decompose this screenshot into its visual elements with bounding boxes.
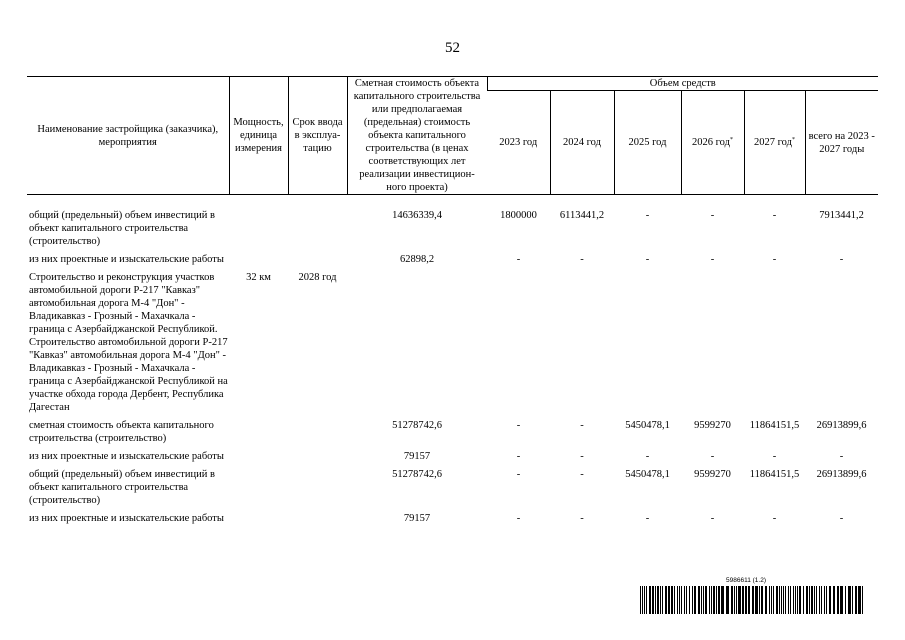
table-header — [27, 77, 878, 195]
cell-y2025: - — [645, 254, 650, 265]
cell-y2027: - — [772, 254, 777, 265]
cell-y2024: - — [580, 469, 584, 480]
cell-y2023 — [487, 266, 550, 414]
cell-name: из них проектные и изыскательские работы — [29, 254, 224, 265]
cell-cost: 79157 — [403, 513, 431, 524]
footnote-mark: * — [729, 137, 733, 144]
cell-total: - — [839, 513, 844, 524]
cell-y2026: 9599270 — [694, 420, 731, 431]
cell-y2026 — [681, 266, 744, 414]
page-number: 52 — [445, 40, 460, 56]
header-2025: 2025 год — [614, 91, 681, 195]
header-funds: Объем средств — [487, 77, 878, 91]
table-row — [27, 414, 878, 445]
header-total: всего на 2023 - 2027 годы — [805, 91, 878, 195]
cell-y2025: - — [645, 513, 650, 524]
cell-y2026: - — [710, 451, 715, 462]
cell-y2027: 11864151,5 — [749, 420, 800, 431]
cell-commission — [288, 445, 347, 463]
cell-y2025: 5450478,1 — [625, 420, 670, 431]
cell-capacity: 32 км — [246, 272, 271, 283]
cell-commission — [288, 414, 347, 445]
cell-commission — [288, 463, 347, 507]
cell-y2024: - — [580, 513, 584, 524]
cell-cost: 14636339,4 — [392, 210, 442, 221]
cell-y2026: 9599270 — [694, 469, 731, 480]
header-2026-label: 2026 год — [692, 137, 730, 149]
cell-y2027 — [744, 266, 805, 414]
cell-capacity — [229, 445, 288, 463]
table-row — [27, 195, 878, 249]
cell-name: из них проектные и изыскательские работы — [29, 451, 224, 462]
table-row — [27, 507, 878, 525]
cell-y2025: 5450478,1 — [625, 469, 670, 480]
cell-y2025 — [614, 266, 681, 414]
table-body — [27, 195, 878, 526]
cell-name: общий (предельный) объем инвестиций в объект капитального строительства (строительство) — [29, 469, 215, 506]
cell-commission — [288, 195, 347, 249]
cell-name: Строительство и реконструкция участков автомобильной дороги Р-217 "Кавказ" автомобильная дорога М-4 "Дон" - Владикавказ - Грозный - Махачкала - граница с Азербайджанской Республикой. Строительство автомобильной дороги Р-217 "Кавказ" автомобильная дорога М-4 "Дон" - Владикавказ - Грозный - Махачкала - граница с Азербайджанской Республикой на участке обхода города Дербент, Республика Дагестан — [29, 272, 228, 413]
header-2023: 2023 год — [487, 91, 550, 195]
header-estimated-cost: Сметная стоимость объекта капитального строительства или предполагаемая (предельная) стоимость объекта капитального строительства (в ценах соответствующих лет реализации инвестицион-ного проекта) — [347, 77, 487, 195]
cell-cost: 79157 — [403, 451, 431, 462]
header-2024: 2024 год — [550, 91, 614, 195]
cell-y2023: 1800000 — [500, 210, 537, 221]
cell-name: общий (предельный) объем инвестиций в объект капитального строительства (строительство) — [29, 210, 215, 247]
cell-commission: 2028 год — [298, 272, 337, 283]
cell-name: сметная стоимость объекта капитального строительства (строительство) — [29, 420, 214, 444]
header-capacity: Мощность, единица измерения — [229, 77, 288, 195]
cell-y2026: - — [710, 513, 715, 524]
barcode-icon — [640, 586, 865, 614]
cell-cost: 62898,2 — [399, 254, 435, 265]
footnote-mark: * — [791, 137, 795, 144]
cell-y2024: - — [580, 254, 584, 265]
cell-commission — [288, 507, 347, 525]
cell-y2023: - — [516, 469, 521, 480]
cell-y2027: 11864151,5 — [749, 469, 800, 480]
cell-cost: 51278742,6 — [392, 469, 442, 480]
cell-y2024: - — [580, 420, 584, 431]
cell-y2023: - — [516, 513, 521, 524]
cell-capacity — [229, 248, 288, 266]
cell-total: 7913441,2 — [819, 210, 864, 221]
header-commission: Срок ввода в эксплуа-тацию — [288, 77, 347, 195]
cell-capacity — [229, 507, 288, 525]
cell-y2025: - — [645, 210, 650, 221]
header-2026 — [681, 91, 744, 195]
barcode-label: 5986611 (1.2) — [726, 577, 766, 584]
cell-cost — [347, 266, 487, 414]
cell-total — [805, 266, 878, 414]
cell-total: - — [839, 254, 844, 265]
table-row — [27, 445, 878, 463]
cell-capacity — [229, 414, 288, 445]
cell-name: из них проектные и изыскательские работы — [29, 513, 224, 524]
cell-y2023: - — [516, 451, 521, 462]
cell-y2025: - — [645, 451, 650, 462]
cell-y2027: - — [772, 210, 777, 221]
cell-total: - — [839, 451, 844, 462]
cell-y2024 — [550, 266, 614, 414]
cell-total: 26913899,6 — [816, 469, 867, 480]
cell-y2027: - — [772, 513, 777, 524]
cell-cost: 51278742,6 — [392, 420, 442, 431]
cell-y2024: 6113441,2 — [559, 210, 605, 221]
header-2027 — [744, 91, 805, 195]
table-row — [27, 248, 878, 266]
table-row — [27, 266, 878, 414]
cell-y2027: - — [772, 451, 777, 462]
cell-capacity — [229, 195, 288, 249]
cell-y2026: - — [710, 254, 715, 265]
cell-total: 26913899,6 — [816, 420, 867, 431]
cell-y2023: - — [516, 420, 521, 431]
cell-capacity — [229, 463, 288, 507]
investment-table — [27, 76, 878, 525]
table-row — [27, 463, 878, 507]
cell-y2026: - — [710, 210, 715, 221]
header-name: Наименование застройщика (заказчика), мероприятия — [27, 77, 229, 195]
header-2027-label: 2027 год — [754, 137, 792, 149]
cell-commission — [288, 248, 347, 266]
cell-y2024: - — [580, 451, 584, 462]
cell-y2023: - — [516, 254, 521, 265]
